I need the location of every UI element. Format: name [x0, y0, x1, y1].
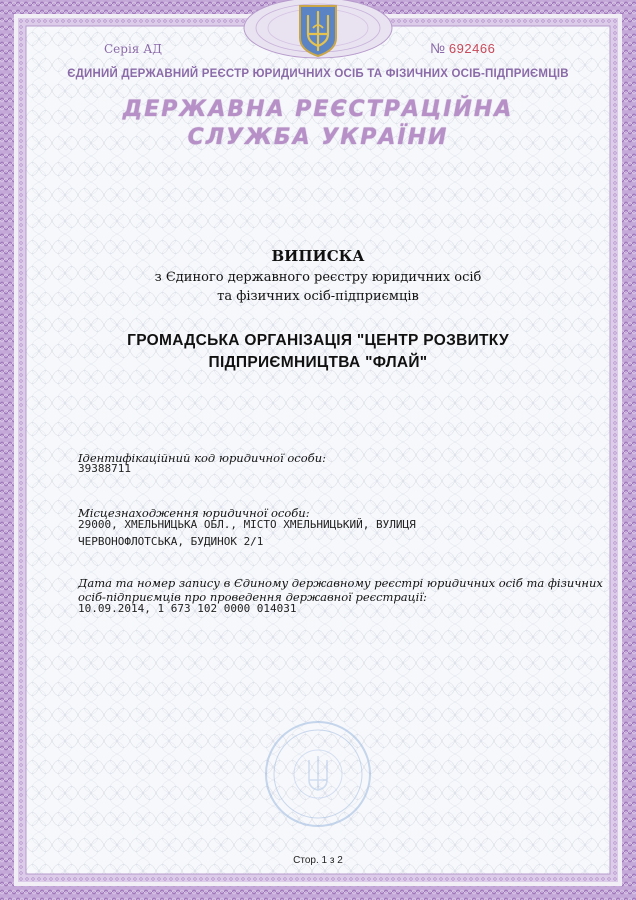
- registry-name: ЄДИНИЙ ДЕРЖАВНИЙ РЕЄСТР ЮРИДИЧНИХ ОСІБ ТА ФІЗИЧНИХ ОСІБ-ПІДПРИЄМЦІВ: [67, 68, 569, 80]
- document-subtitle-line2: та фізичних осіб-підприємців: [217, 289, 419, 304]
- field-label-registration-line2: осіб-підприємців про проведення державної реєстрації:: [78, 590, 427, 604]
- certificate-number: [430, 40, 495, 56]
- official-seal-icon: [262, 718, 374, 830]
- field-value-registration: 10.09.2014, 1 673 102 0000 014031: [78, 602, 297, 615]
- company-name-line2: ПІДПРИЄМНИЦТВА "ФЛАЙ": [208, 354, 428, 371]
- agency-title-line1: ДЕРЖАВНА РЕЄСТРАЦІЙНА: [122, 97, 514, 122]
- document-title: ВИПИСКА: [271, 247, 365, 265]
- field-value-address-line2: ЧЕРВОНОФЛОТСЬКА, БУДИНОК 2/1: [78, 535, 264, 548]
- document-subtitle: [30, 268, 606, 306]
- page-indicator: Стор. 1 з 2: [293, 855, 343, 866]
- series-label: Серія АД: [104, 42, 163, 56]
- company-name-line1: ГРОМАДСЬКА ОРГАНІЗАЦІЯ "ЦЕНТР РОЗВИТКУ: [127, 332, 509, 349]
- agency-title: [30, 96, 606, 152]
- field-label-address: Місцезнаходження юридичної особи:: [78, 506, 310, 520]
- field-label-registration-line1: Дата та номер запису в Єдиному державному реєстрі юридичних осіб та фізичних: [78, 576, 603, 590]
- number-prefix: №: [430, 40, 446, 56]
- number-value: 692466: [448, 41, 496, 56]
- company-name: [60, 330, 576, 374]
- field-value-id-code: 39388711: [78, 462, 131, 475]
- document-subtitle-line1: з Єдиного державного реєстру юридичних осіб: [154, 270, 482, 285]
- trident-emblem-icon: [296, 2, 340, 58]
- field-label-id-code: Ідентифікаційний код юридичної особи:: [78, 451, 326, 465]
- field-value-address-line1: 29000, ХМЕЛЬНИЦЬКА ОБЛ., МІСТО ХМЕЛЬНИЦЬКИЙ, ВУЛИЦЯ: [78, 518, 416, 531]
- agency-title-line2: СЛУЖБА УКРАЇНИ: [187, 125, 449, 150]
